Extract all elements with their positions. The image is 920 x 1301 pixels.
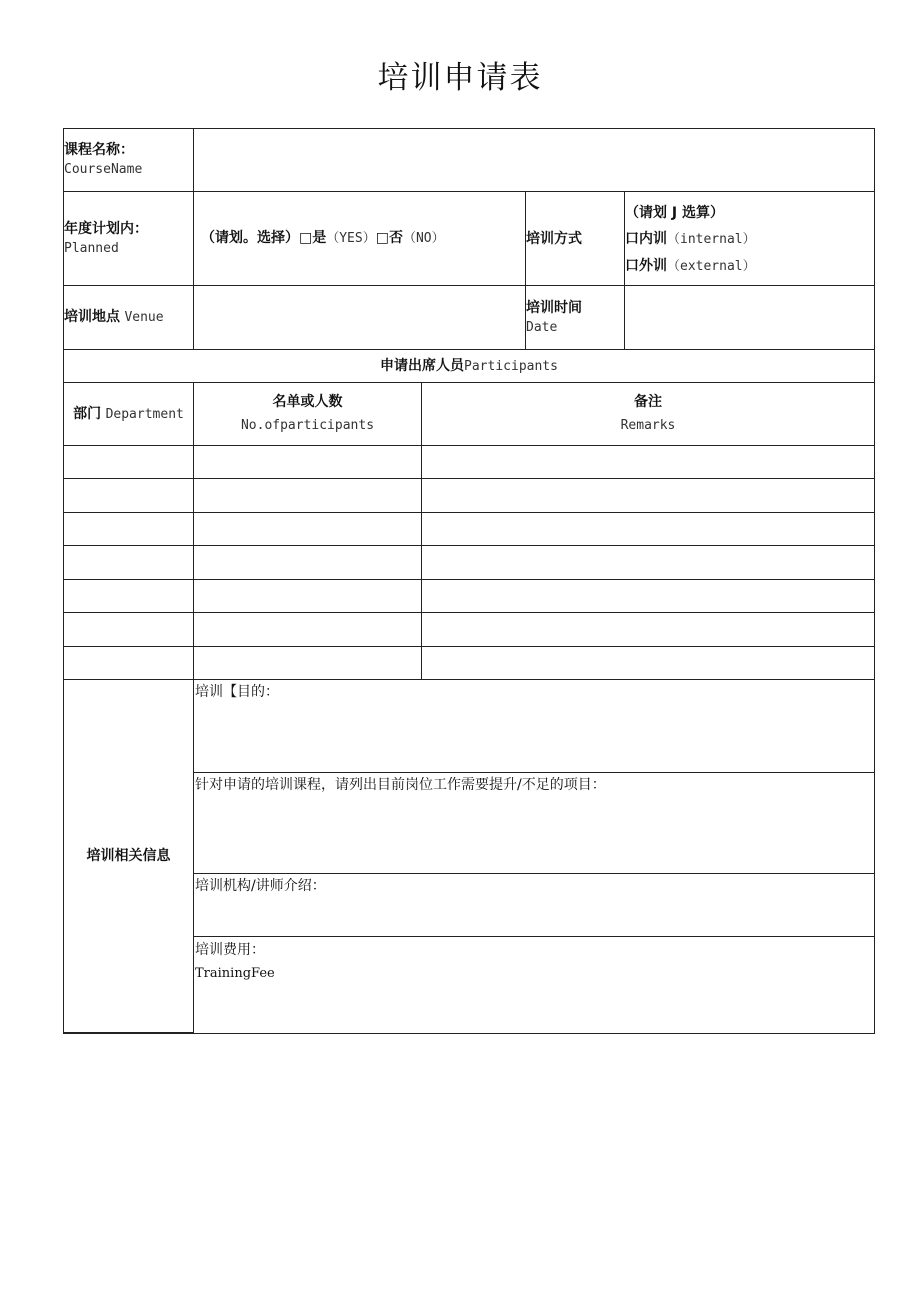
col-department-cn: 部门 [73, 405, 102, 422]
purpose-label: 培训【目的： [195, 684, 279, 700]
venue-input[interactable] [194, 286, 526, 350]
remarks-cell[interactable] [422, 613, 874, 646]
fee-label-en: TrainingFee [195, 966, 275, 981]
participants-heading [64, 350, 874, 383]
planned-yes-label: （YES） [326, 231, 376, 246]
participants-cell[interactable] [194, 580, 422, 613]
planned-prompt: （请划。选择） [201, 230, 299, 246]
participants-cell[interactable] [194, 446, 422, 479]
department-cell[interactable] [64, 546, 194, 579]
method-internal-checkbox[interactable]: 口内训 [625, 231, 667, 247]
remarks-cell[interactable] [422, 513, 874, 546]
date-label [526, 286, 625, 350]
venue-label-cn: 培训地点 [64, 309, 120, 325]
participants-cell[interactable] [194, 479, 422, 512]
date-input[interactable] [625, 286, 874, 350]
department-cell[interactable] [64, 580, 194, 613]
col-header-department [64, 383, 194, 446]
course-name-label-cn: 课程名称： [64, 142, 134, 158]
planned-options [194, 192, 526, 286]
method-prompt: （请划 J 选算） [625, 205, 724, 221]
participants-heading-cn: 申请出席人员 [380, 357, 465, 374]
planned-label-cn: 年度计划内： [64, 220, 148, 237]
planned-no-checkbox[interactable]: □否 [375, 230, 403, 246]
remarks-cell[interactable] [422, 580, 874, 613]
col-remarks-cn: 备注 [634, 394, 662, 410]
col-participants-en: No.ofparticipants [240, 418, 375, 433]
col-participants-cn: 名单或人数 [272, 394, 343, 410]
participants-cell[interactable] [194, 613, 422, 646]
department-cell[interactable] [64, 613, 194, 646]
venue-label [64, 286, 194, 350]
method-external-checkbox[interactable]: 口外训 [625, 258, 667, 274]
fee-field[interactable] [194, 937, 874, 1033]
provider-field[interactable] [194, 874, 874, 937]
course-name-input[interactable] [194, 129, 874, 192]
application-form [63, 128, 875, 1034]
date-label-cn: 培训时间 [526, 299, 582, 316]
method-external-label: （external） [667, 259, 756, 274]
planned-no-label: （NO） [402, 231, 445, 246]
planned-yes-checkbox[interactable]: □是 [299, 230, 327, 246]
purpose-field[interactable] [194, 680, 874, 773]
course-name-label [64, 129, 194, 192]
page-title: 培训申请表 [377, 60, 543, 96]
method-options [625, 192, 874, 286]
planned-label [64, 192, 194, 286]
gap-field[interactable] [194, 773, 874, 874]
remarks-cell[interactable] [422, 446, 874, 479]
fee-label-cn: 培训费用： [195, 942, 265, 958]
col-remarks-en: Remarks [620, 418, 676, 433]
remarks-cell[interactable] [422, 479, 874, 512]
department-cell[interactable] [64, 479, 194, 512]
department-cell[interactable] [64, 446, 194, 479]
date-label-en: Date [526, 319, 558, 335]
provider-label: 培训机构/讲师介绍： [195, 878, 326, 894]
info-label: 培训相关信息 [64, 680, 194, 1033]
participants-cell[interactable] [194, 513, 422, 546]
col-header-remarks [422, 383, 874, 446]
venue-label-en: Venue [124, 310, 164, 325]
gap-label: 针对申请的培训课程，请列出目前岗位工作需要提升/不足的项目： [195, 777, 606, 793]
participants-cell[interactable] [194, 546, 422, 579]
department-cell[interactable] [64, 647, 194, 680]
remarks-cell[interactable] [422, 647, 874, 680]
method-label: 培训方式 [526, 192, 625, 286]
method-internal-label: （internal） [667, 232, 756, 247]
planned-label-en: Planned [64, 240, 119, 256]
participants-heading-en: Participants [464, 358, 558, 374]
course-name-label-en: CourseName [64, 162, 143, 177]
col-header-participants [194, 383, 422, 446]
participants-cell[interactable] [194, 647, 422, 680]
remarks-cell[interactable] [422, 546, 874, 579]
col-department-en: Department [105, 406, 184, 422]
department-cell[interactable] [64, 513, 194, 546]
